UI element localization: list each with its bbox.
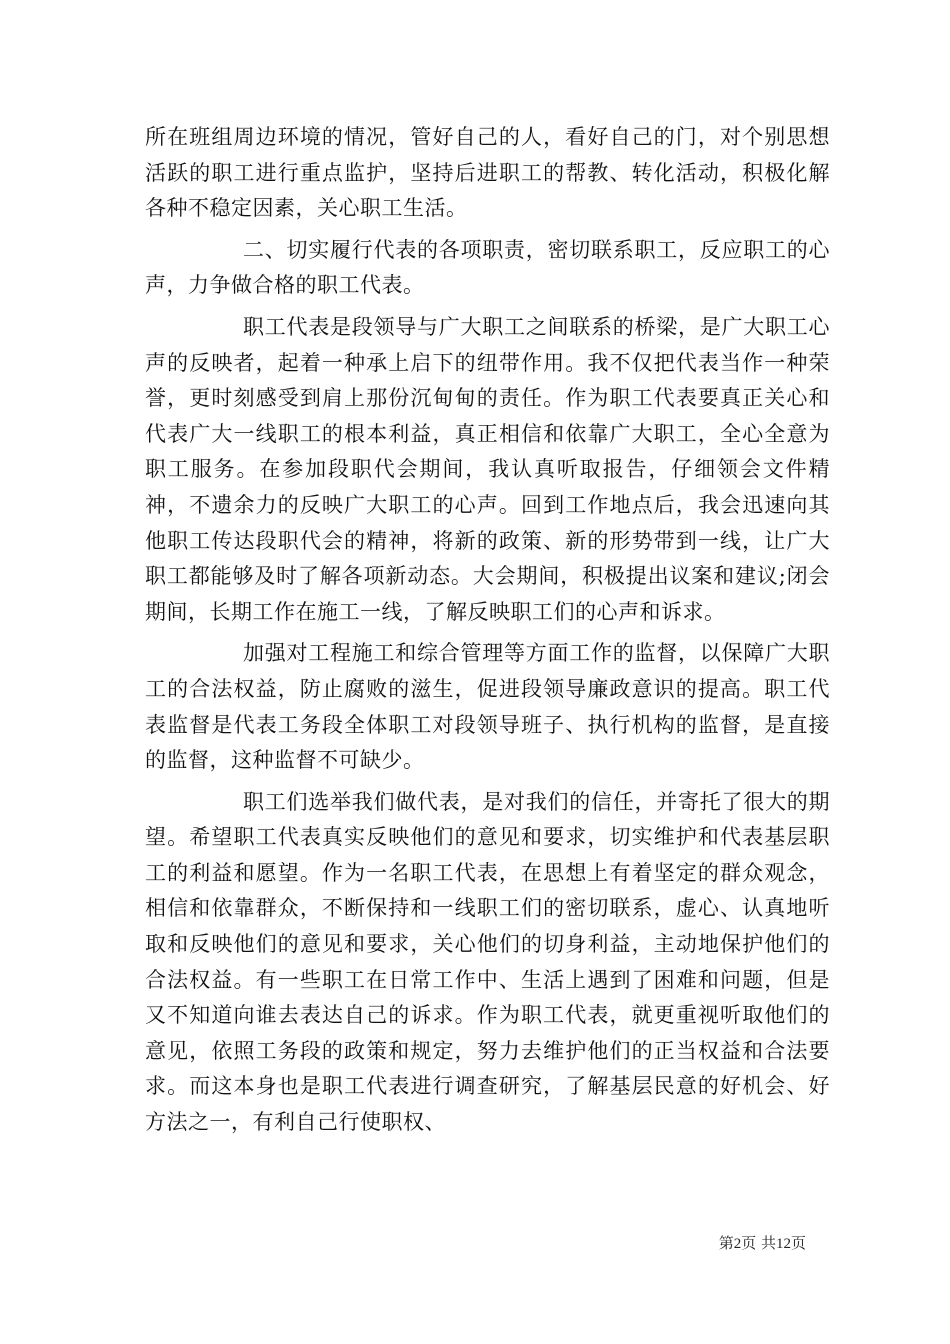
current-page-number: 2	[733, 1236, 742, 1252]
paragraph-5: 职工们选举我们做代表，是对我们的信任，并寄托了很大的期望。希望职工代表真实反映他们的意见和要求，切实维护和代表基层职工的利益和愿望。作为一名职工代表，在思想上有着坚定的群众观念，相信和依靠群众，不断保持和一线职工们的密切联系，虚心、认真地听取和反映他们的意见和要求，关心他们的切身利益，主动地保护他们的合法权益。有一些职工在日常工作中、生活上遇到了困难和问题，但是又不知道向谁去表达自己的诉求。作为职工代表，就更重视听取他们的意见，依照工务段的政策和规定，努力去维护他们的正当权益和合法要求。而这本身也是职工代表进行调查研究，了解基层民意的好机会、好方法之一，有利自己行使职权、	[145, 789, 830, 1135]
paragraph-4: 加强对工程施工和综合管理等方面工作的监督，以保障广大职工的合法权益，防止腐败的滋生，促进段领导廉政意识的提高。职工代表监督是代表工务段全体职工对段领导班子、执行机构的监督，是直接的监督，这种监督不可缺少。	[145, 641, 830, 773]
page-number-footer	[0, 1232, 950, 1253]
document-body	[145, 120, 830, 1141]
paragraph-3: 职工代表是段领导与广大职工之间联系的桥梁，是广大职工心声的反映者，起着一种承上启下的纽带作用。我不仅把代表当作一种荣誉，更时刻感受到肩上那份沉甸甸的责任。作为职工代表要真正关心和代表广大一线职工的根本利益，真正相信和依靠广大职工，全心全意为职工服务。在参加段职代会期间，我认真听取报告，仔细领会文件精神，不遗余力的反映广大职工的心声。回到工作地点后，我会迅速向其他职工传达段职代会的精神，将新的政策、新的形势带到一线，让广大职工都能够及时了解各项新动态。大会期间，积极提出议案和建议;闭会期间，长期工作在施工一线，了解反映职工们的心声和诉求。	[145, 314, 830, 624]
footer-suffix: 页	[790, 1234, 806, 1252]
footer-prefix: 第	[718, 1234, 734, 1252]
footer-middle: 页 共	[741, 1234, 776, 1252]
paragraph-2-section-heading: 二、切实履行代表的各项职责，密切联系职工，反应职工的心声，力争做合格的职工代表。	[145, 237, 830, 298]
paragraph-1: 所在班组周边环境的情况，管好自己的人，看好自己的门，对个别思想活跃的职工进行重点监护，坚持后进职工的帮教、转化活动，积极化解各种不稳定因素，关心职工生活。	[145, 125, 830, 221]
total-page-count: 12	[775, 1236, 791, 1252]
